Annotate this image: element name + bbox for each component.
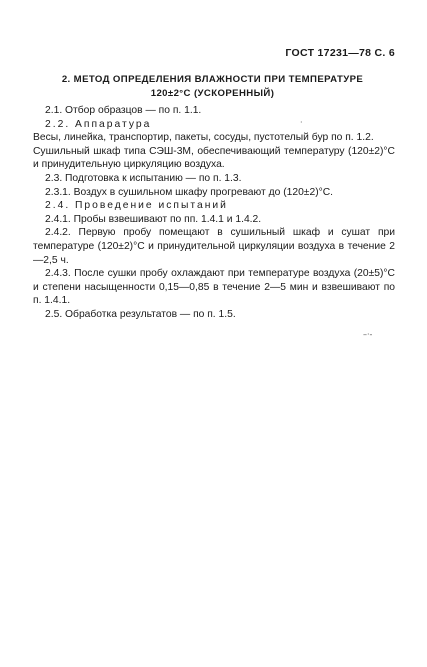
paragraph-2-5: 2.5. Обработка результатов — по п. 1.5. xyxy=(45,308,236,320)
paragraph-2-4: 2.4. Проведение испытаний xyxy=(45,200,228,212)
scan-dash-mark: –·- xyxy=(363,330,373,339)
paragraph-2-1: 2.1. Отбор образцов — по п. 1.1. xyxy=(45,105,202,116)
paragraph-2-4-2: 2.4.2. Первую пробу помещают в сушильный шкаф и сушат при температуре (120±2)°С и принудительной циркуляции воздуха в течение 2—2,5 ч. xyxy=(33,227,395,266)
paragraph-2-3-1: 2.3.1. Воздух в сушильном шкафу прогревают до (120±2)°С. xyxy=(45,186,334,198)
paragraph-equipment-list: Весы, линейка, транспортир, пакеты, сосуды, пустотелый бур по п. 1.2. xyxy=(33,132,374,144)
document-body xyxy=(33,104,395,322)
section-title xyxy=(40,73,385,101)
paragraph-2-4-1: 2.4.1. Пробы взвешивают по пп. 1.4.1 и 1.4.2. xyxy=(45,213,262,225)
section-title-line-2: 120±2°С (УСКОРЕННЫЙ) xyxy=(150,88,275,99)
paragraph-2-4-3: 2.4.3. После сушки пробу охлаждают при температуре воздуха (20±5)°С и степени насыщенности 0,15—0,85 в течение 2—5 мин и взвешивают по п. 1.4.1. xyxy=(33,268,395,307)
paragraph-2-2: 2.2. Аппаратура xyxy=(45,118,152,130)
page-header: ГОСТ 17231—78 С. 6 xyxy=(285,47,395,59)
scan-dot-mark: · xyxy=(300,118,303,127)
paragraph-2-3: 2.3. Подготовка к испытанию — по п. 1.3. xyxy=(45,172,242,184)
paragraph-drying-cabinet: Сушильный шкаф типа СЭШ-3М, обеспечивающий температуру (120±2)°С и принудительную циркуляцию воздуха. xyxy=(33,145,395,171)
section-title-line-1: 2. МЕТОД ОПРЕДЕЛЕНИЯ ВЛАЖНОСТИ ПРИ ТЕМПЕРАТУРЕ xyxy=(61,74,364,85)
